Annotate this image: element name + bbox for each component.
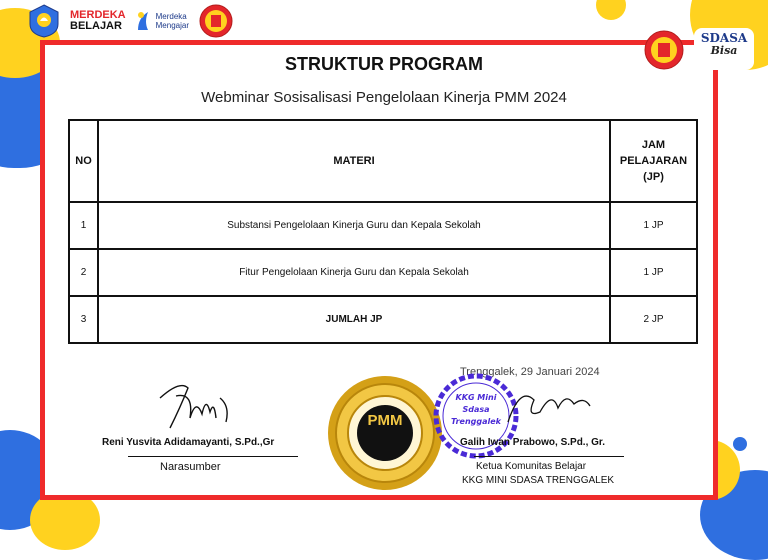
right-signatory-name: Galih Iwan Prabowo, S.Pd., Gr. bbox=[460, 437, 606, 448]
right-signatory-role-1: Ketua Komunitas Belajar bbox=[476, 461, 587, 472]
sdasa-text: SDASA bbox=[700, 31, 748, 45]
bisa-text: Bisa bbox=[710, 44, 738, 57]
left-signature-line bbox=[128, 456, 298, 457]
right-signatory-role-2: KKG MINI SDASA TRENGGALEK bbox=[462, 475, 615, 486]
medal-label: PMM bbox=[367, 412, 403, 429]
blue-dot-right bbox=[733, 437, 747, 451]
place-date: Trenggalek, 29 Januari 2024 bbox=[460, 366, 600, 378]
merdeka-mengajar-line1: Merdeka bbox=[155, 12, 187, 21]
table-total-row bbox=[69, 296, 697, 343]
row-jp: 1 JP bbox=[610, 249, 697, 296]
merdeka-belajar-logo bbox=[70, 10, 126, 32]
row-materi: Substansi Pengelolaan Kinerja Guru dan Kepala Sekolah bbox=[98, 202, 610, 249]
stamp-line3: Trenggalek bbox=[451, 417, 501, 426]
merdeka-belajar-line2: BELAJAR bbox=[70, 20, 122, 32]
header-jp bbox=[610, 120, 697, 202]
row-no: 1 bbox=[69, 202, 98, 249]
header-no: NO bbox=[69, 120, 98, 202]
page-title: STRUKTUR PROGRAM bbox=[285, 54, 483, 74]
table-header-row bbox=[69, 120, 697, 202]
page-subtitle: Webminar Sosisalisasi Pengelolaan Kinerja PMM 2024 bbox=[201, 89, 567, 106]
logo-row bbox=[28, 4, 233, 38]
right-signature-graphic bbox=[500, 382, 596, 432]
merdeka-mengajar-line2: Mengajar bbox=[155, 21, 189, 30]
left-signatory-role: Narasumber bbox=[160, 461, 221, 473]
header-jp-line2: PELAJARAN bbox=[619, 155, 688, 167]
tut-wuri-logo-icon bbox=[28, 4, 60, 38]
stamp-text bbox=[448, 392, 504, 428]
row-materi-total: JUMLAH JP bbox=[98, 296, 610, 343]
table-row bbox=[69, 249, 697, 296]
header-materi: MATERI bbox=[98, 120, 610, 202]
header-jp-line1: JAM bbox=[641, 139, 666, 151]
merdeka-mengajar-logo bbox=[156, 12, 189, 30]
merdeka-belajar-line1: MERDEKA bbox=[70, 9, 126, 21]
left-signatory-name: Reni Yusvita Adidamayanti, S.Pd.,Gr bbox=[102, 437, 275, 448]
left-signature-graphic bbox=[150, 378, 240, 436]
right-signature-line bbox=[474, 456, 624, 457]
table-row bbox=[69, 202, 697, 249]
row-no: 2 bbox=[69, 249, 98, 296]
row-no: 3 bbox=[69, 296, 98, 343]
header-jp-line3: (JP) bbox=[643, 171, 664, 183]
row-materi: Fitur Pengelolaan Kinerja Guru dan Kepala Sekolah bbox=[98, 249, 610, 296]
blue-dot-top bbox=[596, 0, 626, 20]
school-emblem-icon bbox=[199, 4, 233, 38]
pmm-medal-icon bbox=[326, 374, 444, 492]
row-jp-total: 2 JP bbox=[610, 296, 697, 343]
stamp-line1: KKG Mini bbox=[455, 393, 497, 402]
merdeka-mengajar-icon bbox=[136, 10, 150, 32]
stamp-line2: Sdasa bbox=[462, 405, 490, 414]
row-jp: 1 JP bbox=[610, 202, 697, 249]
program-table bbox=[68, 119, 698, 344]
